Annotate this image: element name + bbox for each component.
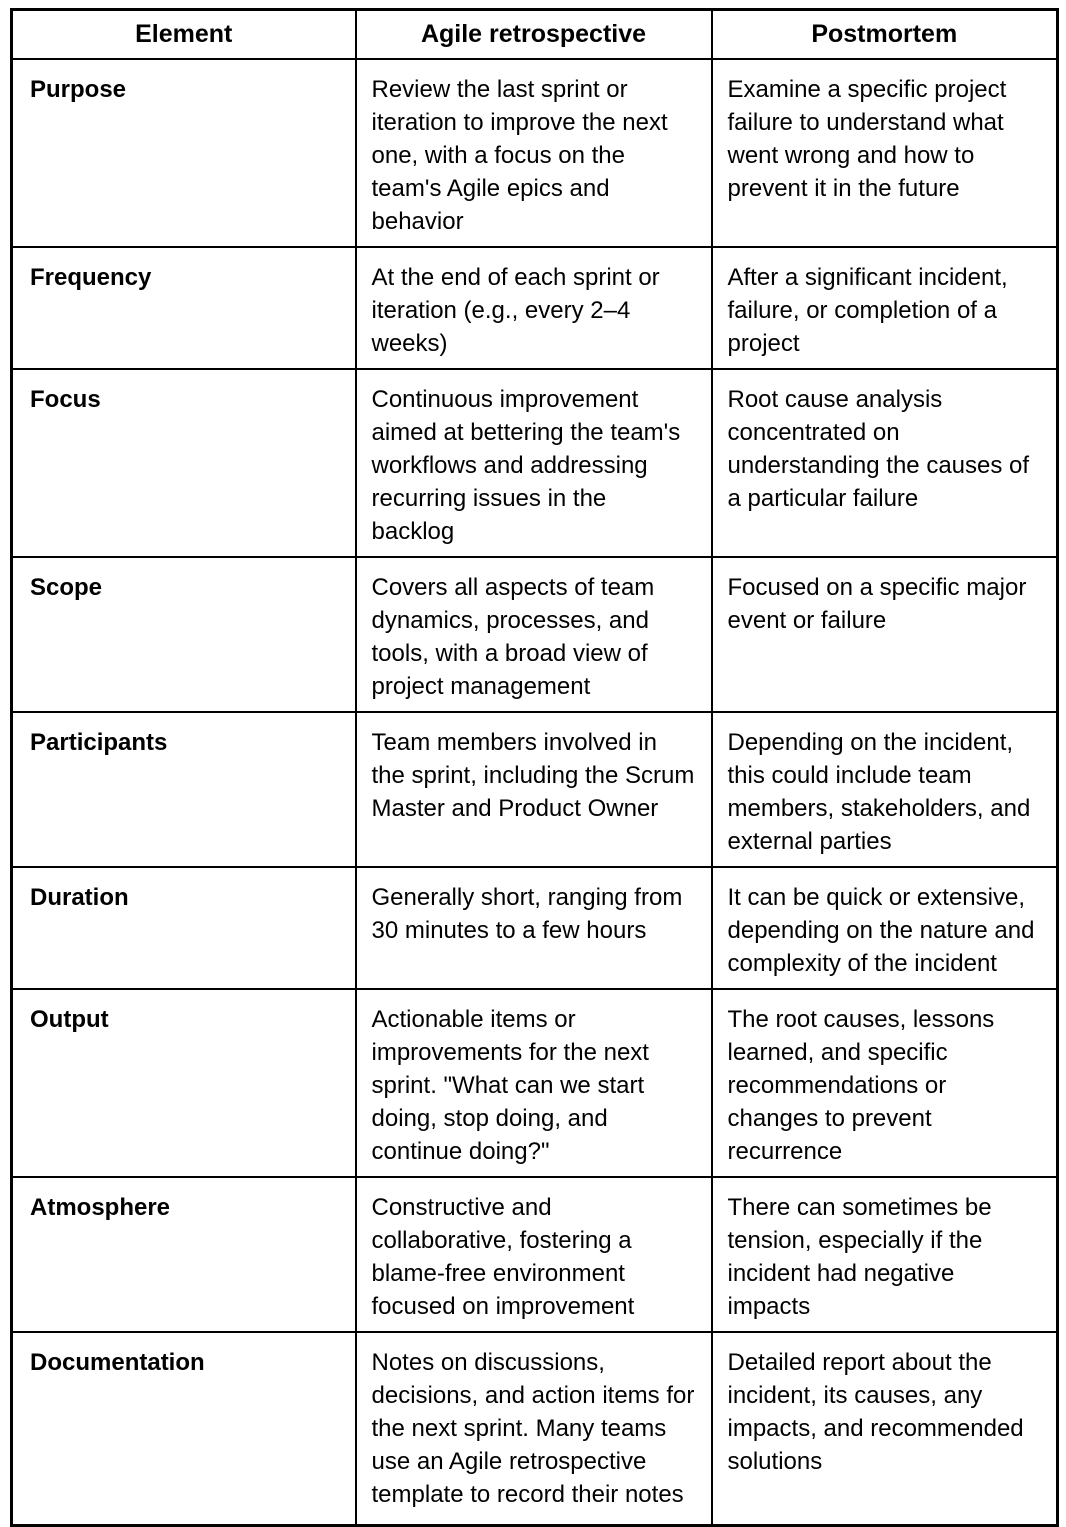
cell-scope-agile: Covers all aspects of team dynamics, processes, and tools, with a broad view of project management — [356, 557, 712, 712]
header-cell-agile-retrospective: Agile retrospective — [356, 10, 712, 59]
cell-focus-agile: Continuous improvement aimed at bettering the team's workflows and addressing recurring issues in the backlog — [356, 369, 712, 557]
cell-documentation-agile: Notes on discussions, decisions, and action items for the next sprint. Many teams use an Agile retrospective template to record their notes — [356, 1332, 712, 1526]
cell-purpose-agile: Review the last sprint or iteration to improve the next one, with a focus on the team's Agile epics and behavior — [356, 59, 712, 247]
table-row-purpose — [12, 59, 1058, 247]
header-cell-postmortem: Postmortem — [712, 10, 1058, 59]
cell-scope-postmortem: Focused on a specific major event or failure — [712, 557, 1058, 712]
table-row-frequency — [12, 247, 1058, 369]
table-row-duration — [12, 867, 1058, 989]
cell-duration-postmortem: It can be quick or extensive, depending on the nature and complexity of the incident — [712, 867, 1058, 989]
cell-participants-postmortem: Depending on the incident, this could include team members, stakeholders, and external parties — [712, 712, 1058, 867]
cell-frequency-agile: At the end of each sprint or iteration (e.g., every 2–4 weeks) — [356, 247, 712, 369]
table-row-scope — [12, 557, 1058, 712]
cell-frequency-postmortem: After a significant incident, failure, or completion of a project — [712, 247, 1058, 369]
cell-duration-agile: Generally short, ranging from 30 minutes to a few hours — [356, 867, 712, 989]
cell-purpose-postmortem: Examine a specific project failure to understand what went wrong and how to prevent it in the future — [712, 59, 1058, 247]
cell-focus-postmortem: Root cause analysis concentrated on understanding the causes of a particular failure — [712, 369, 1058, 557]
cell-duration-element: Duration — [12, 867, 356, 989]
cell-output-agile: Actionable items or improvements for the next sprint. "What can we start doing, stop doing, and continue doing?" — [356, 989, 712, 1177]
cell-scope-element: Scope — [12, 557, 356, 712]
table-row-participants — [12, 712, 1058, 867]
cell-atmosphere-agile: Constructive and collaborative, fostering a blame-free environment focused on improvement — [356, 1177, 712, 1332]
comparison-table — [10, 8, 1059, 1527]
cell-documentation-postmortem: Detailed report about the incident, its causes, any impacts, and recommended solutions — [712, 1332, 1058, 1526]
cell-atmosphere-postmortem: There can sometimes be tension, especially if the incident had negative impacts — [712, 1177, 1058, 1332]
cell-output-element: Output — [12, 989, 356, 1177]
cell-participants-element: Participants — [12, 712, 356, 867]
cell-focus-element: Focus — [12, 369, 356, 557]
cell-documentation-element: Documentation — [12, 1332, 356, 1526]
cell-output-postmortem: The root causes, lessons learned, and specific recommendations or changes to prevent recurrence — [712, 989, 1058, 1177]
cell-atmosphere-element: Atmosphere — [12, 1177, 356, 1332]
table-row-output — [12, 989, 1058, 1177]
table-row-documentation — [12, 1332, 1058, 1526]
header-cell-element: Element — [12, 10, 356, 59]
cell-purpose-element: Purpose — [12, 59, 356, 247]
table-row-atmosphere — [12, 1177, 1058, 1332]
cell-frequency-element: Frequency — [12, 247, 356, 369]
header-row — [12, 10, 1058, 59]
table-row-focus — [12, 369, 1058, 557]
cell-participants-agile: Team members involved in the sprint, including the Scrum Master and Product Owner — [356, 712, 712, 867]
